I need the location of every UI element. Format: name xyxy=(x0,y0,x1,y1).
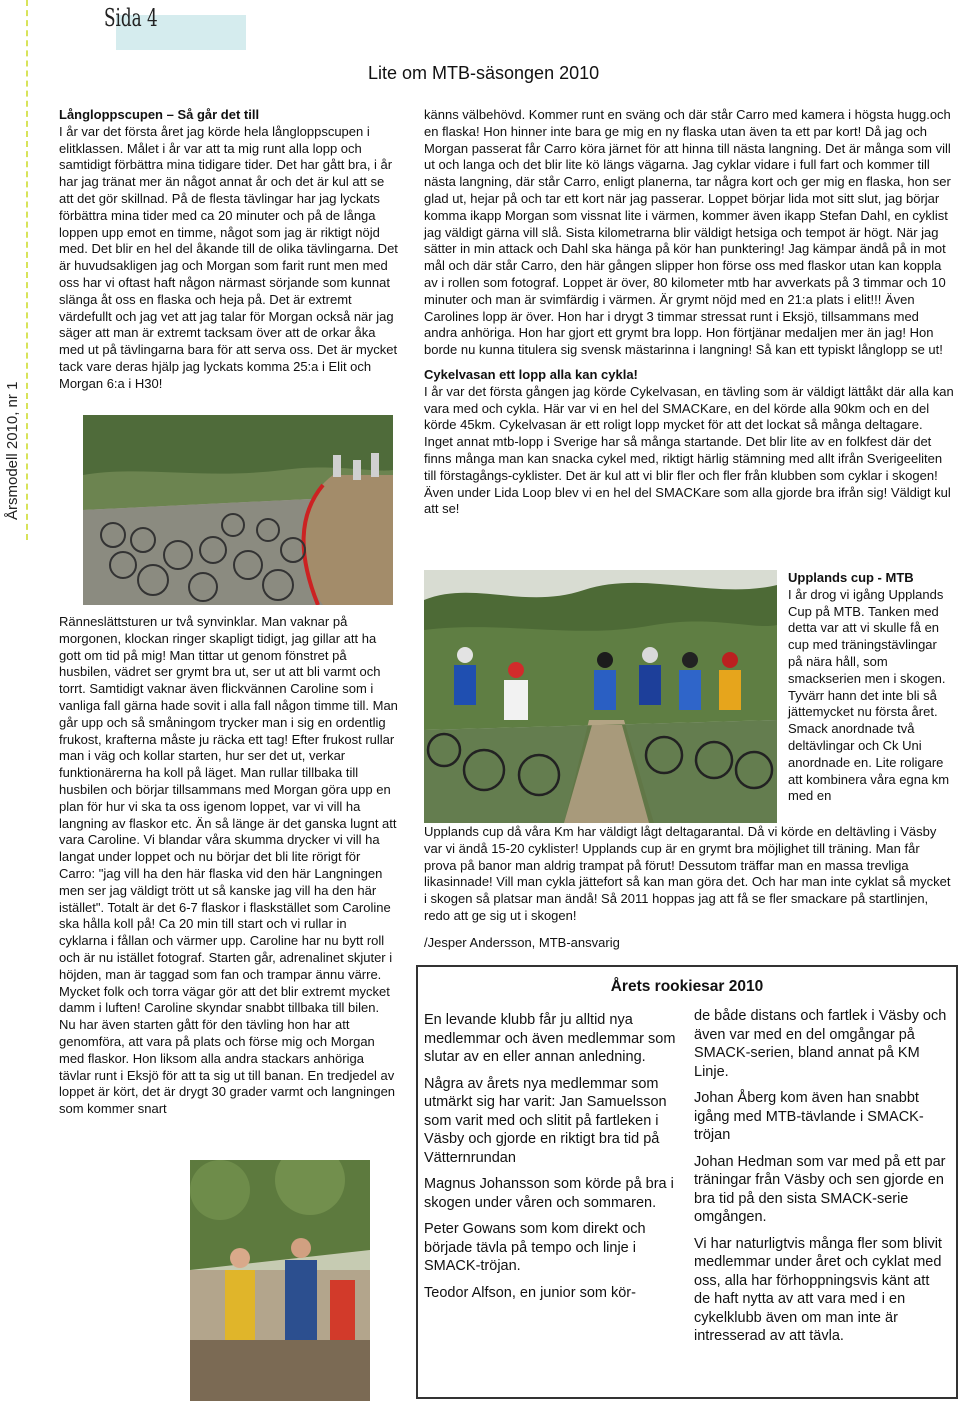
rannelatt-story-continued: känns välbehövd. Kommer runt en sväng och där står Carro med kamera i högsta hugg.och en flaska! Hon hinner inte bara ge mig en ny flaska utan även ta ett par kort! Då jag och Morgan passerat får Carro köra järnet för att hinna till nästa langning. Det är många som vill ut och langa och det blir lite kö längs vägarna. Jag cyklar vidare i full fart och kommer till nästa langning, där står Carro, enligt planerna, tar några kort och ger mig en flaska, hon ser glad ut, hejar på och tar ett kort när jag passerar. Loppet börjar lida mot sitt slut, jag börjar komma ikapp Morgan som vissnat lite i värmen, kommer även ikapp Stefan Dahl, en cyklist jag väldigt gärna vill slå. Sista kilometrarna blir väldigt hetsiga och tempot är högt. När jag sätter in min attack och Dahl ska hänga på kör han punktering! Jag kämpar ändå på in mot mål och där står Carro, den här gången slipper hon förse oss med flaskor utan kan koppla av i rollen som fotograf. Loppet är över, 80 kilometer mtb har avverkats på 3 timmar och 10 minuter och man är svimfärdig i värmen. Är grymt nöjd med en 21:a plats i elit!!! Även Carolines lopp är över. Hon har i drygt 3 timmar stressat runt i Eksjö, tillsammans med andra anhöriga. Hon har gjort ett grymt bra lopp. Hon förtjänar medaljen mer än jag! Hon borde nu kunna titulera sig svensk mästarinna i langning! Så kan ett typiskt långlopp se ut! xyxy=(424,107,951,358)
rookie-paragraph: Några av årets nya medlemmar som utmärkt sig har varit: Jan Samuelsson som varit med och slitit på fartleken i Väsby och gjorde en riktigt bra tid på Vätternrundan xyxy=(424,1075,667,1166)
rookie-right-column xyxy=(694,1007,948,1354)
left-column-bottom xyxy=(59,614,398,1118)
cykelvasan-text: I år var det första gången jag körde Cykelvasan, en tävling som är väldigt lättåkt där alla kan vara med och cykla. Här var vi en hel del SMACKare, en del körde alla 90km och en del körde 45km. Cykelvasan är ett roligt lopp mycket för att det lockat så många deltagare. Inget annat mtb-lopp i Sverige har så många startande. Det blir lite av en folkfest där det finns många man kan snacka cykel med, riktigt härlig stämning med allt ifrån Sverigeeliten till förstagångs-cyklister. Det är kul att vi blir fler och fler från klubben som cyklar i skogen! Även under Lida Loop blev vi en hel del SMACKare som alla gjorde bra ifrån sig! Väldigt kul att se! xyxy=(424,383,954,517)
rookie-paragraph: Teodor Alfson, en junior som kör- xyxy=(424,1284,636,1301)
photo-bikes-icon xyxy=(83,415,393,605)
photo-group-icon xyxy=(424,570,777,823)
upplands-cup-column xyxy=(788,570,954,805)
rookie-paragraph: En levande klubb får ju alltid nya medlemmar och även medlemmar som slutar av en eller annan anledning. xyxy=(424,1012,676,1065)
rookie-paragraph: Johan Åberg kom även han snabbt igång med MTB-tävlande i SMACK-tröjan xyxy=(694,1090,924,1143)
rookie-paragraph: Johan Hedman som var med på ett par träningar från Väsby och sen gjorde en bra tid på den sista SMACK-serie omgången. xyxy=(694,1153,946,1225)
rookie-paragraph: de både distans och fartlek i Väsby och även var med en del omgångar på SMACK-serien, bland annat på KM Linje. xyxy=(694,1008,947,1080)
right-column-top xyxy=(424,107,954,518)
long-distance-cup-heading: Långloppscupen – Så går det till xyxy=(59,107,260,122)
long-distance-cup-text: I år var det första året jag körde hela långloppscupen i elitklassen. Målet i år var att ta mig runt alla lopp och samtidigt förbättra mina tidigare tider. Det har gått bra, i år har jag tränat mer än något annat år och det är kul att se att det gör skillnad. På de flesta tävlingar har jag lyckats förbättra mina tider med ca 20 minuter och på de långa loppen upp emot en timme, något som jag är riktigt nöjd med. Det blir en hel del åkande till de olika tävlingarna. Det är huvudsakligen jag och Morgan som farit runt men med oss har vi oftast haft någon närmast sörjande som kunnat slänga åt oss en flaska och heja på. Det är extremt värdefullt och jag vet att jag talar för Morgan också när jag säger att man är extremt tacksam över att de orkar åka med ut på tävlingarna bara för att serva oss. Det är mycket tack vare deras hjälp jag lyckats komma 25:a i Elit och Morgan 6:a i H30! xyxy=(59,123,398,391)
page-number: Sida 4 xyxy=(104,4,158,32)
cyclists-finish-photo xyxy=(190,1160,370,1401)
bikes-transition-zone-photo xyxy=(83,415,393,605)
upplands-cup-text-b: Upplands cup då våra Km har väldigt lågt deltagarantal. Då vi körde en deltävling i Väsby var vi ändå 15-20 cyklister! Upplands cup är en grymt bra möjlighet till träning. Man får prova på banor man aldrig trampat på förut! Dessutom träffar man en massa trevliga likasinnade! Vill man cykla jättefort så kan man göra det. Och har man inte cyklat så mycket i skogen så platsar man ändå! Så 2011 hoppas jag att få se fler smackare på startlinjen, redo att ge sig ut i skogen! xyxy=(424,824,951,923)
rookie-box xyxy=(416,965,958,1399)
side-label: Årsmodell 2010, nr 1 xyxy=(4,381,21,520)
rannelatt-story-text: Ränneslättsturen ur två synvinklar. Man vaknar på morgonen, klockan ringer skapligt tidigt, jag gillar att ha gott om tid på mig! Man tittar ut genom fönstret på husbilen, vädret ser grymt bra ut, ser ut att bli varmt och torrt. Samtidigt vaknar även flickvännen Caroline som i vanliga fall gärna hade sovit i alla fall någon timme till. Man går upp och så småningom trycker man i sig en ordentlig frukost, krafterna måste ju räcka ett tag! Efter frukost rullar man i väg och kollar starten, hur ser det ut, verkar funktionärerna ha koll på läget. Man rullar tillbaka till husbilen och börjar tillsammans med Morgan göra upp en plan för hur vi ska ta oss igenom loppet, var vi vill ha langning av flaskor etc. Än så länge är det ganska lugnt att vara Caroline. Vi blandar våra skumma drycker vi vill ha langat under loppet och nu börjar det bli lite rörigt för Carro: "jag vill ha den här flaska vid den här Langningen men ser jag väldigt trött ut så kanske jag vill ha den här istället". Totalt är det 6-7 flaskor i flaskstället som Caroline ska hålla koll på! Ca 20 min till start och vi rullar in cyklarna i fållan och värmer upp. Caroline har nu bytt roll och är nu istället fotograf. Starten går, adrenalinet skjuter i höjden, man är taggad som fan och trampar ännu värre. Mycket folk och torra vägar gör att det blir extremt mycket damm i luften! Caroline skyndar snabbt tillbaka till bilen. Nu har även starten gått för den tävling hon har att genomföra, att vara på plats och förse mig och Morgan med flaskor. Hon liksom alla andra stackars anhöriga tävlar runt i Eksjö för att ta sig ut till banan. En tredjedel av loppet är kört, det är drygt 30 grader varmt och langningen som kommer snart xyxy=(59,614,398,1117)
left-column-top xyxy=(59,107,398,393)
cyclist-group-photo xyxy=(424,570,777,823)
photo-finish-icon xyxy=(190,1160,370,1401)
rookie-paragraph: Peter Gowans som kom direkt och började tävla på tempo och linje i SMACK-tröjan. xyxy=(424,1221,646,1274)
rookie-paragraph: Vi har naturligtvis många fler som blivit medlemmar under året och cyklat med oss, alla har förhoppningsvis känt att de haft nytta av att vara med i en cykelklubb även om man inte är intresserad av att tävla. xyxy=(694,1235,942,1344)
margin-dashed-line xyxy=(26,0,28,540)
upplands-cup-continued xyxy=(424,824,954,952)
rookie-title: Årets rookiesar 2010 xyxy=(610,978,764,995)
upplands-cup-heading: Upplands cup - MTB xyxy=(788,570,914,585)
cykelvasan-heading: Cykelvasan ett lopp alla kan cykla! xyxy=(424,366,638,382)
rookie-paragraph: Magnus Johansson som körde på bra i skogen under våren och sommaren. xyxy=(424,1176,674,1211)
signature: /Jesper Andersson, MTB-ansvarig xyxy=(424,934,620,950)
rookie-left-column xyxy=(424,1011,680,1310)
section-title: Lite om MTB-säsongen 2010 xyxy=(368,63,600,83)
upplands-cup-text-a: I år drog vi igång Upplands Cup på MTB. Tanken med detta var att vi skulle få en cup med träningstävlingar på nära håll, som smackserien men i skogen. Tyvärr hann det inte bli så jättemycket nu första året. Smack anordnade två deltävlingar och Ck Uni anordnade en. Lite roligare att kombinera våra egna km med en xyxy=(788,586,950,804)
